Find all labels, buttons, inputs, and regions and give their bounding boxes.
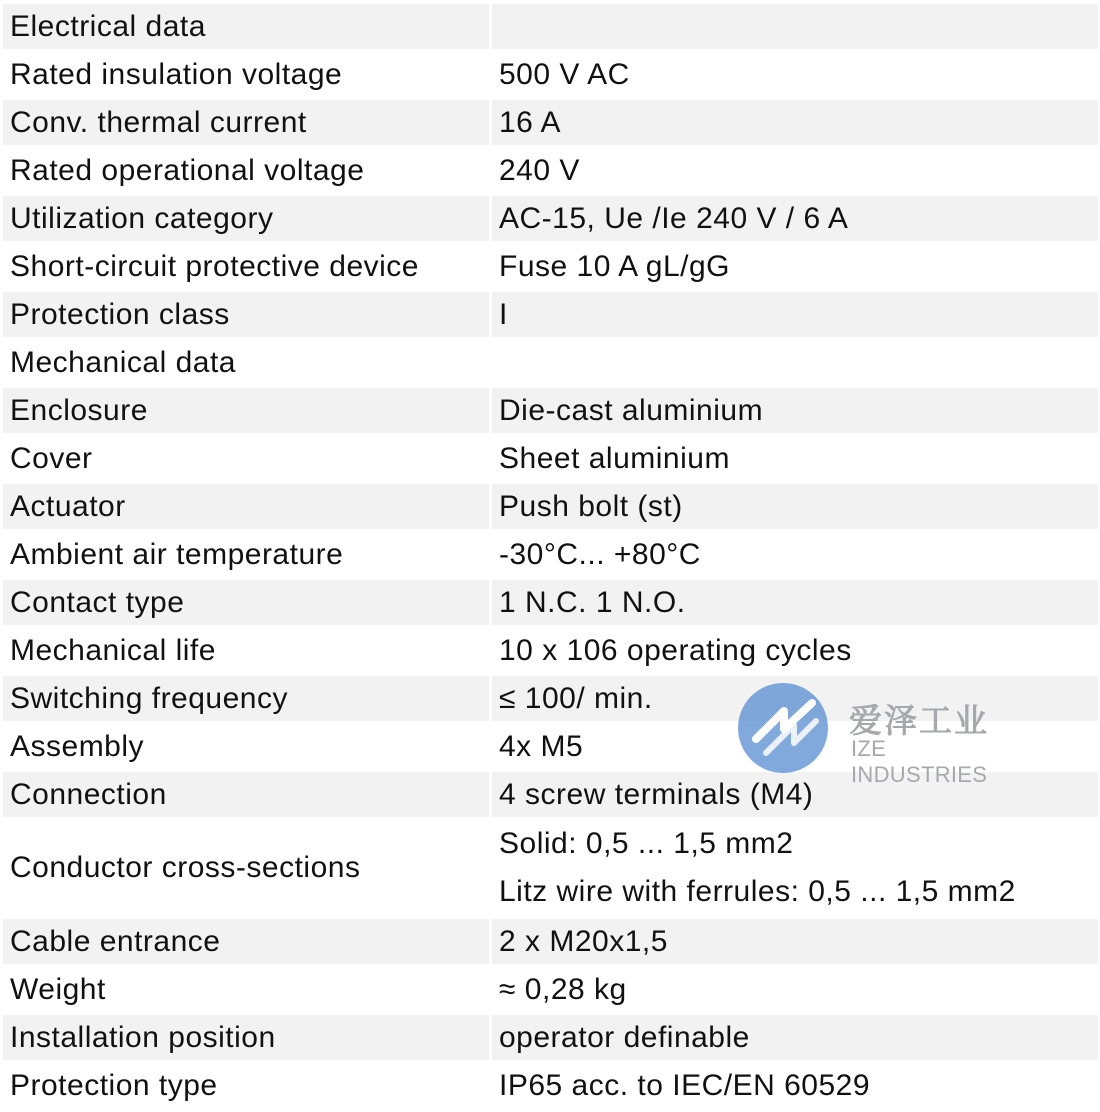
watermark-text-cn: 爱泽工业 <box>849 701 989 740</box>
cell-value: 10 x 106 operating cycles <box>489 628 1098 676</box>
cell-label: Actuator <box>3 484 489 532</box>
cell-label: Protection type <box>3 1063 489 1111</box>
cell-label: Short-circuit protective device <box>3 244 489 292</box>
cell-value: 4 screw terminals (M4) <box>489 772 1098 820</box>
table-row <box>3 52 1098 100</box>
cell-label: Protection class <box>3 292 489 340</box>
table-row <box>3 244 1098 292</box>
cell-label: Connection <box>3 772 489 820</box>
cell-label: Utilization category <box>3 196 489 244</box>
table-row <box>3 292 1098 340</box>
cell-value: 1 N.C. 1 N.O. <box>489 580 1098 628</box>
section-heading-electrical: Electrical data <box>3 4 489 52</box>
cell-value-multiline <box>489 820 1098 919</box>
table-row <box>3 436 1098 484</box>
cell-value: Die-cast aluminium <box>489 388 1098 436</box>
table-row <box>3 919 1098 967</box>
watermark-text-en: IZE INDUSTRIES <box>851 736 988 787</box>
cell-value: Push bolt (st) <box>489 484 1098 532</box>
cell-value: I <box>489 292 1098 340</box>
table-row <box>3 484 1098 532</box>
cell-value: 240 V <box>489 148 1098 196</box>
cell-value: -30°C... +80°C <box>489 532 1098 580</box>
table-row <box>3 1063 1098 1111</box>
table-row <box>3 724 1098 772</box>
cell-label: Switching frequency <box>3 676 489 724</box>
cell-label: Conv. thermal current <box>3 100 489 148</box>
table-row <box>3 388 1098 436</box>
table-row <box>3 580 1098 628</box>
table-row <box>3 1015 1098 1063</box>
table-row <box>3 148 1098 196</box>
cell-value: 500 V AC <box>489 52 1098 100</box>
table-row <box>3 340 1098 388</box>
cell-label: Enclosure <box>3 388 489 436</box>
spec-table <box>3 4 1098 1111</box>
cell-value: operator definable <box>489 1015 1098 1063</box>
cell-value-line: Litz wire with ferrules: 0,5 ... 1,5 mm2 <box>499 875 1016 908</box>
section-heading-mechanical: Mechanical data <box>3 340 489 388</box>
table-row <box>3 196 1098 244</box>
cell-value <box>489 340 1098 388</box>
cell-value: 4x M5 <box>489 724 1098 772</box>
cell-label: Conductor cross-sections <box>3 820 489 919</box>
cell-value: ≤ 100/ min. <box>489 676 1098 724</box>
cell-value: 16 A <box>489 100 1098 148</box>
cell-label: Assembly <box>3 724 489 772</box>
cell-value-line: Solid: 0,5 ... 1,5 mm2 <box>499 827 794 860</box>
cell-value: AC-15, Ue /Ie 240 V / 6 A <box>489 196 1098 244</box>
cell-value: Sheet aluminium <box>489 436 1098 484</box>
cell-label: Contact type <box>3 580 489 628</box>
cell-value: Fuse 10 A gL/gG <box>489 244 1098 292</box>
cell-value <box>489 4 1098 52</box>
cell-label: Weight <box>3 967 489 1015</box>
table-row <box>3 967 1098 1015</box>
cell-label: Installation position <box>3 1015 489 1063</box>
cell-label: Mechanical life <box>3 628 489 676</box>
cell-value: 2 x M20x1,5 <box>489 919 1098 967</box>
table-row <box>3 100 1098 148</box>
table-row <box>3 820 1098 919</box>
table-row <box>3 532 1098 580</box>
table-row <box>3 676 1098 724</box>
cell-label: Rated insulation voltage <box>3 52 489 100</box>
cell-value: IP65 acc. to IEC/EN 60529 <box>489 1063 1098 1111</box>
table-row <box>3 772 1098 820</box>
cell-label: Ambient air temperature <box>3 532 489 580</box>
cell-label: Rated operational voltage <box>3 148 489 196</box>
cell-value: ≈ 0,28 kg <box>489 967 1098 1015</box>
table-row <box>3 628 1098 676</box>
cell-label: Cover <box>3 436 489 484</box>
table-row <box>3 4 1098 52</box>
cell-label: Cable entrance <box>3 919 489 967</box>
